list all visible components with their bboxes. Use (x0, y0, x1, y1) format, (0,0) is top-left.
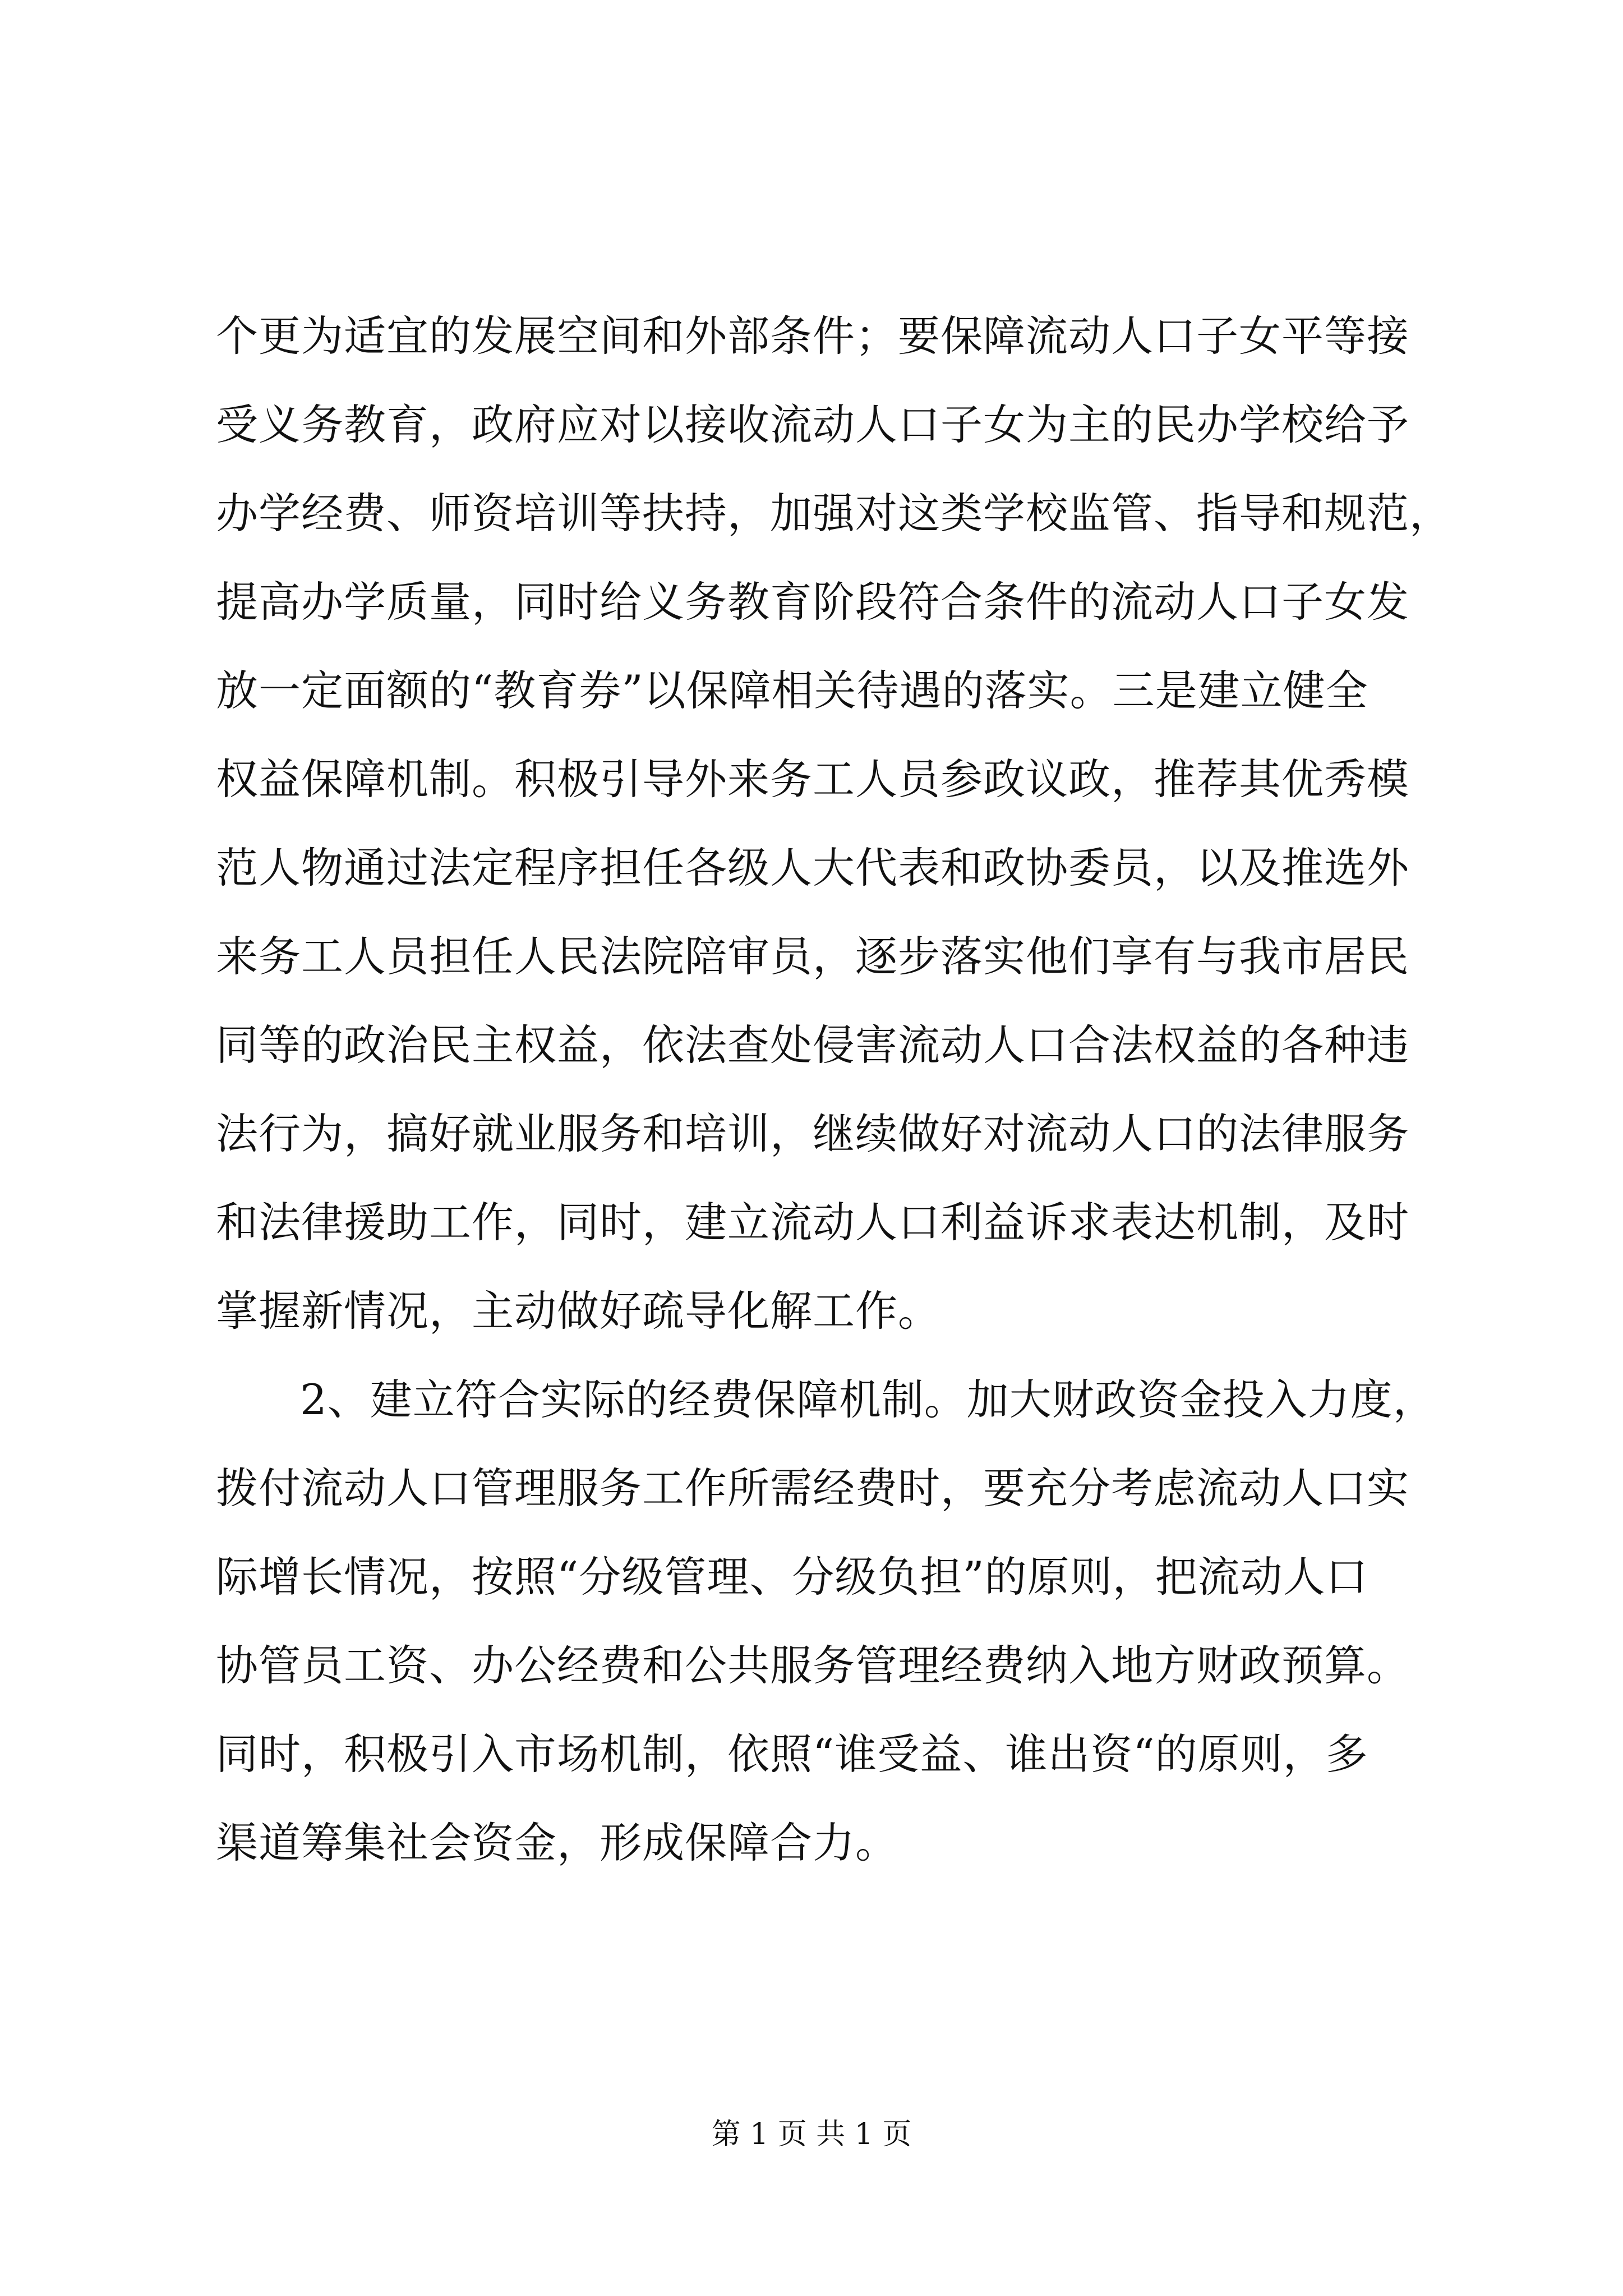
text-line: 放一定面额的“教育券”以保障相关待遇的落实。三是建立健全 (216, 666, 1368, 715)
text-line: 掌握新情况，主动做好疏导化解工作。 (216, 1286, 941, 1336)
page-number-footer: 第 1 页 共 1 页 (711, 2118, 912, 2151)
text-line: 办学经费、师资培训等扶持，加强对这类学校监管、指导和规范， (216, 489, 1453, 538)
text-line: 协管员工资、办公经费和公共服务管理经费纳入地方财政预算。 (216, 1641, 1410, 1690)
text-line: 法行为，搞好就业服务和培训，继续做好对流动人口的法律服务 (216, 1109, 1410, 1158)
text-line: 提高办学质量，同时给义务教育阶段符合条件的流动人口子女发 (216, 577, 1410, 627)
text-line: 受义务教育，政府应对以接收流动人口子女为主的民办学校给予 (216, 400, 1410, 449)
body-text (216, 292, 1453, 1887)
text-line-paragraph-start: 2、建立符合实际的经费保障机制。加大财政资金投入力度， (300, 1375, 1436, 1424)
text-line: 范人物通过法定程序担任各级人大代表和政协委员，以及推选外 (216, 843, 1410, 892)
text-line: 权益保障机制。积极引导外来务工人员参政议政，推荐其优秀模 (216, 754, 1410, 804)
text-line: 个更为适宜的发展空间和外部条件；要保障流动人口子女平等接 (216, 311, 1410, 361)
text-line: 际增长情况，按照“分级管理、分级负担”的原则，把流动人口 (216, 1552, 1368, 1602)
text-line: 渠道筹集社会资金，形成保障合力。 (216, 1818, 898, 1867)
text-line: 同等的政治民主权益，依法查处侵害流动人口合法权益的各种违 (216, 1020, 1410, 1070)
text-line: 来务工人员担任人民法院陪审员，逐步落实他们享有与我市居民 (216, 932, 1410, 981)
text-line: 拨付流动人口管理服务工作所需经费时，要充分考虑流动人口实 (216, 1464, 1410, 1513)
text-line: 同时，积极引入市场机制，依照“谁受益、谁出资“的原则，多 (216, 1729, 1368, 1779)
text-line: 和法律援助工作，同时，建立流动人口利益诉求表达机制，及时 (216, 1198, 1410, 1247)
